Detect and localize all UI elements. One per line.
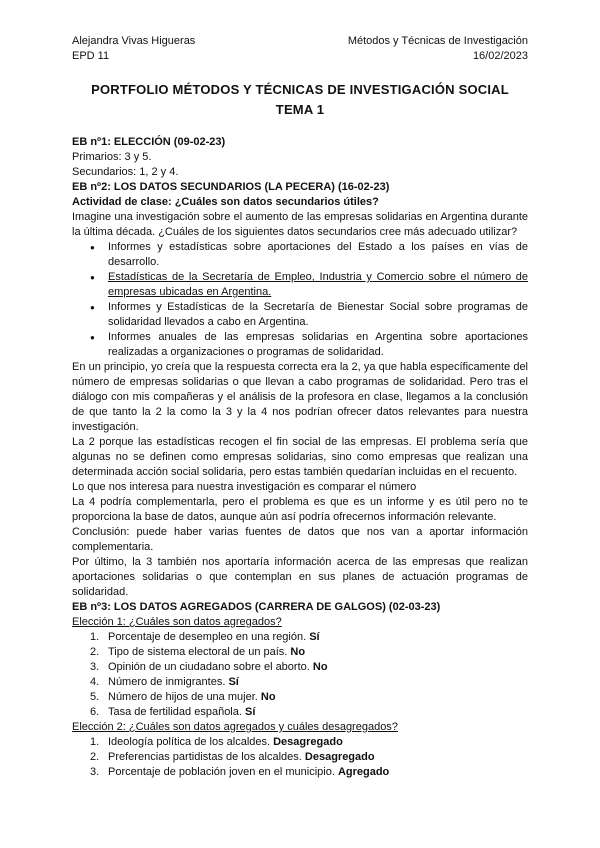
- eb3-election-2: Elección 2: ¿Cuáles son datos agregados y cuáles desagregados?: [72, 721, 398, 733]
- list-item: ● Informes y estadísticas sobre aportaciones del Estado a los países en vías de desarrollo.: [108, 240, 528, 270]
- eb2-activity: Actividad de clase: ¿Cuáles son datos secundarios útiles?: [72, 196, 379, 208]
- item-number: 3.: [90, 766, 100, 778]
- eb3-list-2: [72, 735, 528, 780]
- item-number: 4.: [90, 676, 100, 688]
- item-answer: Agregado: [337, 766, 390, 778]
- item-text: Porcentaje de desempleo en una región.: [108, 631, 310, 643]
- eb2-heading: EB nº2: LOS DATOS SECUNDARIOS (LA PECERA) (16-02-23): [72, 181, 390, 193]
- group-label: EPD 11: [72, 50, 110, 62]
- eb1-secundarios: Secundarios: 1, 2 y 4.: [72, 166, 179, 178]
- list-item: [90, 675, 528, 690]
- section-eb1: [72, 135, 528, 180]
- header-date: 16/02/2023: [472, 50, 528, 62]
- item-text: Tipo de sistema electoral de un país.: [108, 646, 291, 658]
- item-number: 2.: [90, 646, 100, 658]
- eb2-paragraph-6: Por último, la 3 también nos aportaría información acerca de las empresas que realizan aportaciones solidarias o que contemplan en sus planes de actuación programas de solidaridad.: [72, 556, 528, 598]
- eb2-paragraph-1: En un principio, yo creía que la respuesta correcta era la 2, ya que habla específicamente del número de empresas solidarias o que llevan a cabo programas de solidaridad. Pero tras el diálogo con mis compañeras y el análisis de la profesora en clase, llegamos a la conclusión de que tanto la 2 la como la 3 y la 4 nos podrían ofrecer datos relevantes para nuestra investigación.: [72, 361, 528, 433]
- item-text: Preferencias partidistas de los alcaldes.: [108, 751, 305, 763]
- item-answer: No: [290, 646, 306, 658]
- item-text: Número de inmigrantes.: [108, 676, 229, 688]
- item-answer: Sí: [228, 676, 239, 688]
- eb2-paragraph-4: La 4 podría complementarla, pero el problema es que es un informe y es útil pero no te proporciona la base de datos, aunque aún así podría ofrecernos información relevante.: [72, 496, 528, 523]
- item-text: Porcentaje de población joven en el municipio.: [108, 766, 338, 778]
- course-name: Métodos y Técnicas de Investigación: [347, 35, 528, 47]
- header-right: [348, 34, 528, 64]
- item-answer: No: [260, 691, 276, 703]
- eb3-election-1: Elección 1: ¿Cuáles son datos agregados?: [72, 616, 282, 628]
- eb1-primarios: Primarios: 3 y 5.: [72, 151, 152, 163]
- list-item: ● Estadísticas de la Secretaría de Empleo, Industria y Comercio sobre el número de empresas ubicadas en Argentina.: [108, 270, 528, 300]
- item-text: Número de hijos de una mujer.: [108, 691, 261, 703]
- list-item: [90, 735, 528, 750]
- page-header: [72, 34, 528, 64]
- eb2-paragraph-5: Conclusión: puede haber varias fuentes de datos que nos van a aportar información complementaria.: [72, 526, 528, 553]
- author-name: Alejandra Vivas Higueras: [72, 35, 196, 47]
- eb2-bullet-list: [72, 240, 528, 360]
- eb2-intro: Imagine una investigación sobre el aumento de las empresas solidarias en Argentina durante la última década. ¿Cuáles de los siguientes datos secundarios cree más adecuado utilizar?: [72, 211, 528, 238]
- item-number: 6.: [90, 706, 100, 718]
- eb3-list-1: [72, 630, 528, 720]
- item-answer: No: [312, 661, 328, 673]
- title-line-2: TEMA 1: [275, 102, 325, 117]
- section-eb2: [72, 180, 528, 600]
- list-item: [90, 765, 528, 780]
- list-item: [90, 690, 528, 705]
- item-text: Tasa de fertilidad española.: [108, 706, 245, 718]
- list-item: [90, 750, 528, 765]
- eb2-paragraph-3: Lo que nos interesa para nuestra investigación es comparar el número: [72, 481, 417, 493]
- item-text: Opinión de un ciudadano sobre el aborto.: [108, 661, 313, 673]
- document-title: [72, 80, 528, 120]
- header-left: [72, 34, 195, 64]
- item-number: 5.: [90, 691, 100, 703]
- eb1-heading: EB nº1: ELECCIÓN (09-02-23): [72, 136, 226, 148]
- eb2-paragraph-2: La 2 porque las estadísticas recogen el fin social de las empresas. El problema sería que algunas no se definen como empresas solidarias, sino como empresas que realizan una determinada acción social solidaria, pero estas también quedarían incluidas en el recuento.: [72, 436, 528, 478]
- title-line-1: PORTFOLIO MÉTODOS Y TÉCNICAS DE INVESTIGACIÓN SOCIAL: [91, 82, 509, 97]
- section-eb3: [72, 600, 528, 780]
- item-number: 1.: [90, 736, 100, 748]
- item-answer: Sí: [309, 631, 320, 643]
- item-text: Ideología política de los alcaldes.: [108, 736, 274, 748]
- item-answer: Sí: [244, 706, 256, 718]
- list-item: [90, 660, 528, 675]
- eb3-heading: EB nº3: LOS DATOS AGREGADOS (CARRERA DE GALGOS) (02-03-23): [72, 601, 441, 613]
- item-answer: Desagregado: [304, 751, 375, 763]
- item-number: 1.: [90, 631, 100, 643]
- list-item: [90, 630, 528, 645]
- item-number: 3.: [90, 661, 100, 673]
- list-item: ● Informes y Estadísticas de la Secretaría de Bienestar Social sobre programas de solidaridad llevados a cabo en Argentina.: [108, 300, 528, 330]
- list-item: [90, 705, 528, 720]
- list-item: ● Informes anuales de las empresas solidarias en Argentina sobre aportaciones realizadas a organizaciones o programas de solidaridad.: [108, 330, 528, 360]
- item-answer: Desagregado: [273, 736, 343, 748]
- item-number: 2.: [90, 751, 100, 763]
- list-item: [90, 645, 528, 660]
